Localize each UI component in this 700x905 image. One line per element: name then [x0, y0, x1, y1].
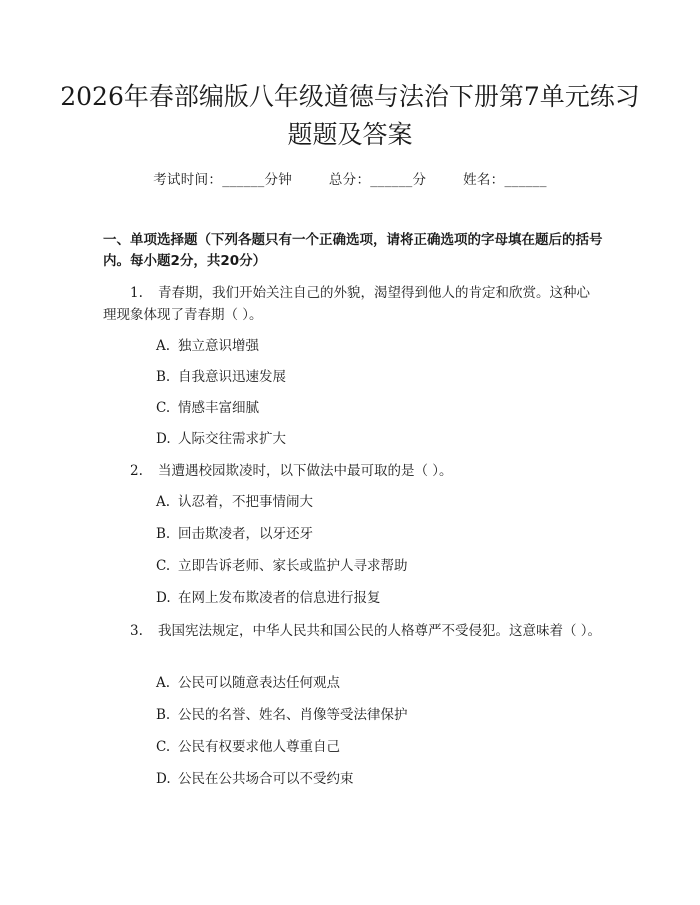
- option-letter: C.: [156, 739, 171, 755]
- option-text: 回击欺凌者，以牙还牙: [178, 526, 313, 542]
- question-2: [103, 460, 603, 482]
- option-text: 认忍着，不把事情闹大: [178, 494, 313, 510]
- option-text: 自我意识迅速发展: [178, 369, 286, 385]
- option-1c: [156, 398, 259, 418]
- question-number: 2.: [130, 463, 143, 479]
- option-letter: B.: [156, 707, 171, 723]
- option-letter: D.: [156, 590, 171, 606]
- option-letter: D.: [156, 771, 171, 787]
- option-text: 情感丰富细腻: [178, 400, 259, 416]
- option-text: 公民有权要求他人尊重自己: [178, 739, 340, 755]
- exam-name-label: 姓名：______: [463, 172, 547, 188]
- option-2b: [156, 524, 313, 544]
- option-3a: [156, 673, 340, 693]
- option-2c: [156, 556, 408, 576]
- option-letter: A.: [156, 338, 171, 354]
- option-text: 在网上发布欺凌者的信息进行报复: [178, 590, 381, 606]
- exam-time-label: 考试时间：______分钟: [153, 172, 293, 188]
- option-text: 公民在公共场合可以不受约束: [178, 771, 354, 787]
- option-text: 公民的名誉、姓名、肖像等受法律保护: [178, 707, 408, 723]
- option-2d: [156, 588, 381, 608]
- section-heading: 一、单项选择题（下列各题只有一个正确选项，请将正确选项的字母填在题后的括号内。每小题2分，共20分）: [103, 232, 603, 269]
- option-letter: B.: [156, 369, 171, 385]
- option-2a: [156, 492, 313, 512]
- exam-info: [0, 168, 700, 188]
- question-3: [103, 620, 603, 642]
- option-text: 公民可以随意表达任何观点: [178, 675, 340, 691]
- option-letter: A.: [156, 494, 171, 510]
- option-text: 立即告诉老师、家长或监护人寻求帮助: [178, 558, 408, 574]
- option-letter: C.: [156, 400, 171, 416]
- option-letter: C.: [156, 558, 171, 574]
- question-1: [103, 282, 603, 326]
- option-text: 人际交往需求扩大: [178, 431, 286, 447]
- option-text: 独立意识增强: [178, 338, 259, 354]
- option-letter: B.: [156, 526, 171, 542]
- option-3b: [156, 705, 408, 725]
- question-number: 1.: [130, 285, 143, 301]
- option-letter: A.: [156, 675, 171, 691]
- question-number: 3.: [130, 623, 143, 639]
- option-3c: [156, 737, 340, 757]
- question-text: 我国宪法规定，中华人民共和国公民的人格尊严不受侵犯。这意味着（ ）。: [158, 623, 602, 639]
- question-text: 青春期，我们开始关注自己的外貌，渴望得到他人的肯定和欣赏。这种心理现象体现了青春期（ ）。: [103, 285, 590, 323]
- option-3d: [156, 769, 354, 789]
- page-title: 2026年春部编版八年级道德与法治下册第7单元练习题题及答案: [60, 82, 640, 149]
- option-1b: [156, 367, 286, 387]
- option-1d: [156, 429, 286, 449]
- option-1a: [156, 336, 259, 356]
- option-letter: D.: [156, 431, 171, 447]
- question-text: 当遭遇校园欺凌时，以下做法中最可取的是（ ）。: [158, 463, 453, 479]
- exam-score-label: 总分：______分: [328, 172, 427, 188]
